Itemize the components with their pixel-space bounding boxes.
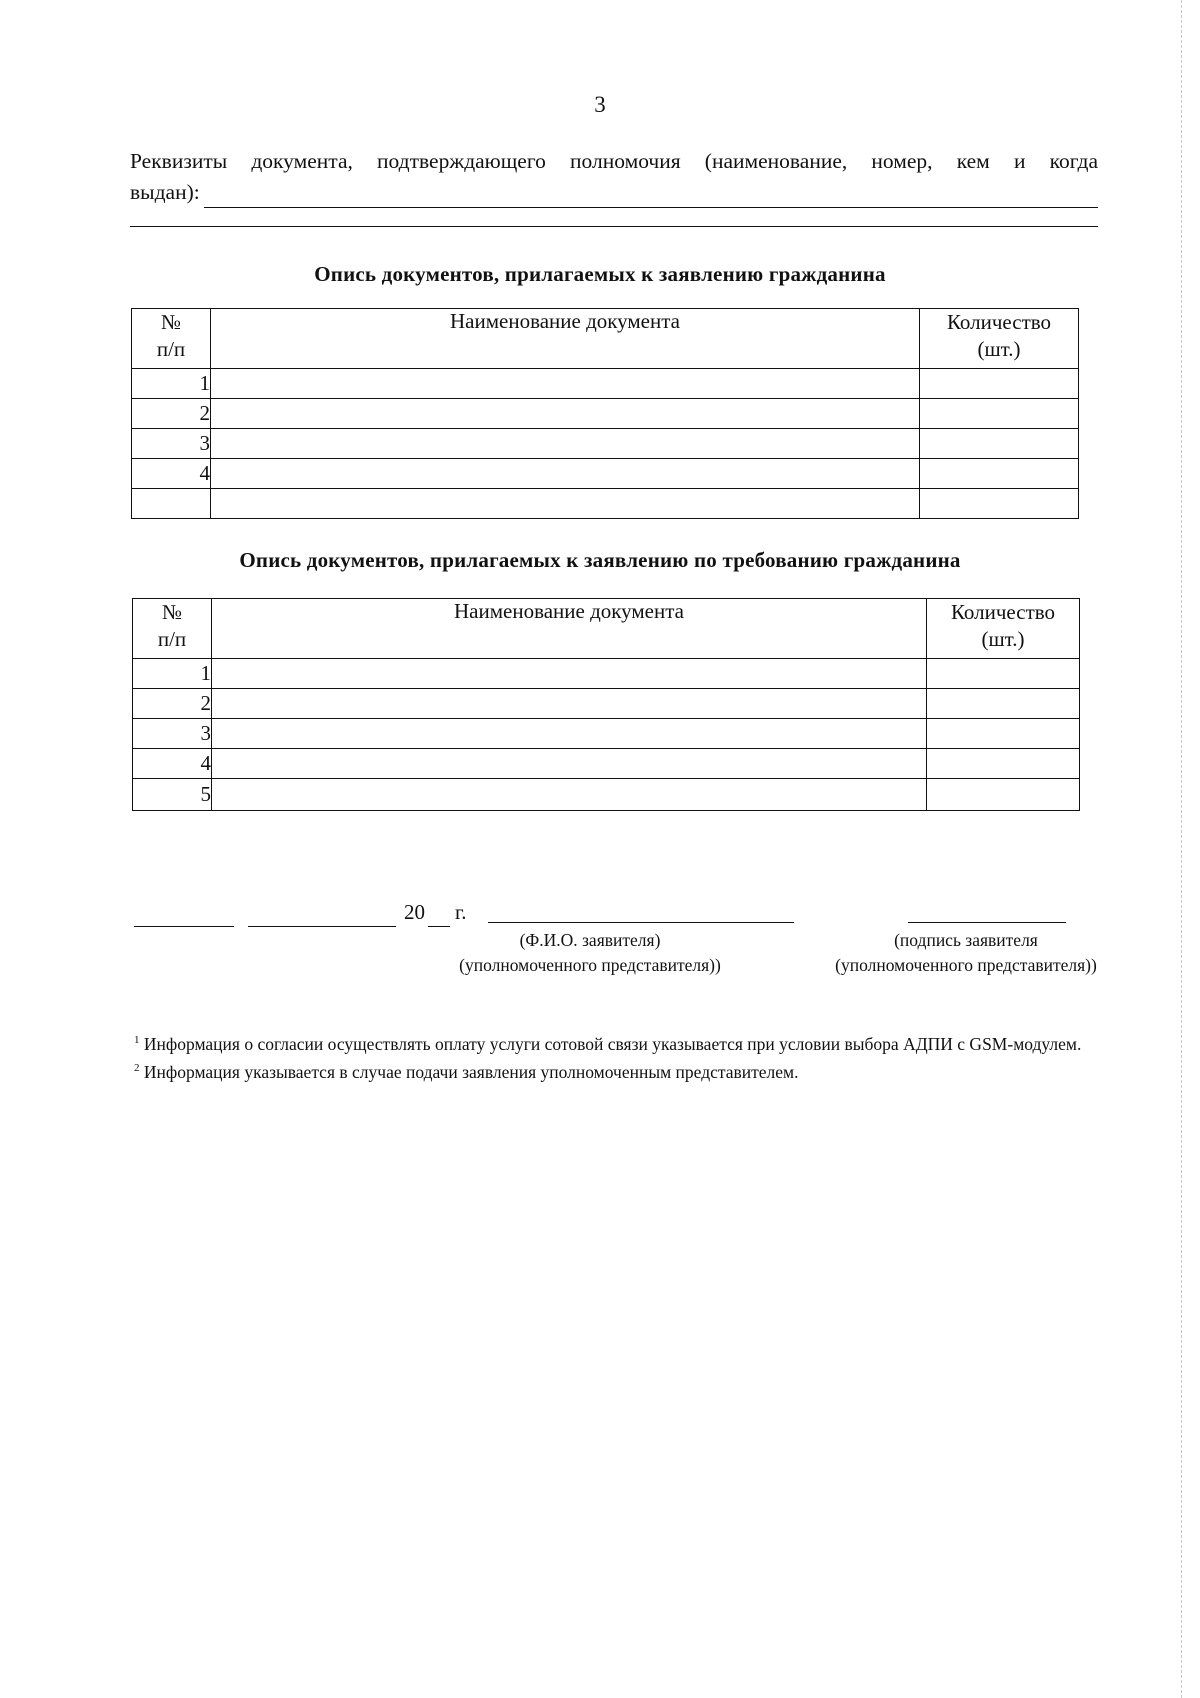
table-header-row	[132, 309, 1079, 369]
quantity-cell[interactable]	[920, 459, 1079, 489]
document-name-cell[interactable]	[211, 429, 920, 459]
document-name-cell[interactable]	[211, 399, 920, 429]
requisites-field	[130, 146, 1098, 208]
row-number	[132, 489, 211, 519]
requisites-fill-line-2[interactable]	[130, 226, 1098, 227]
row-number: 3	[132, 429, 211, 459]
document-name-cell[interactable]	[211, 369, 920, 399]
header-quantity-line2: (шт.)	[977, 336, 1021, 361]
header-document-name: Наименование документа	[211, 309, 920, 369]
page-number: 3	[594, 92, 606, 117]
document-name-cell[interactable]	[211, 489, 920, 519]
applicant-signature-line[interactable]	[908, 922, 1066, 923]
year-prefix: 20	[404, 900, 425, 924]
table-row	[133, 719, 1080, 749]
section1-title: Опись документов, прилагаемых к заявлению гражданина	[314, 262, 886, 286]
table-row	[132, 429, 1079, 459]
table-row	[132, 399, 1079, 429]
signature-block	[0, 896, 1200, 996]
footnote-1	[134, 1030, 1100, 1058]
document-name-cell[interactable]	[212, 779, 927, 811]
footnotes	[134, 1030, 1100, 1087]
signature-caption-line1: (подпись заявителя	[894, 930, 1038, 950]
fio-caption-line1: (Ф.И.О. заявителя)	[519, 930, 661, 950]
table-row	[133, 749, 1080, 779]
quantity-cell[interactable]	[920, 369, 1079, 399]
document-name-cell[interactable]	[212, 659, 927, 689]
footnote-2	[134, 1058, 1100, 1086]
header-quantity-line2: (шт.)	[981, 626, 1025, 651]
signature-caption	[796, 928, 1136, 979]
quantity-cell[interactable]	[927, 689, 1080, 719]
row-number: 1	[133, 659, 212, 689]
row-number: 1	[132, 369, 211, 399]
header-quantity-line1: Количество	[946, 310, 1052, 334]
requisites-label: Реквизиты документа, подтверждающего полномочия (наименование, номер, кем и когда	[130, 149, 1098, 173]
table-row	[133, 779, 1080, 811]
quantity-cell[interactable]	[927, 719, 1080, 749]
quantity-cell[interactable]	[920, 429, 1079, 459]
row-number: 4	[132, 459, 211, 489]
table-row	[132, 489, 1079, 519]
footnote-2-text: Информация указывается в случае подачи заявления уполномоченным представителем.	[139, 1062, 799, 1083]
footnote-2-mark: 2	[134, 1062, 140, 1075]
quantity-cell[interactable]	[920, 399, 1079, 429]
date-year-line[interactable]	[428, 926, 450, 927]
applicant-name-line[interactable]	[488, 922, 794, 923]
row-number: 2	[132, 399, 211, 429]
requisites-line2	[130, 177, 1098, 208]
quantity-cell[interactable]	[920, 489, 1079, 519]
fio-caption-line2: (уполномоченного представителя))	[459, 955, 721, 976]
header-number-line1: №	[160, 310, 182, 334]
table-row	[132, 369, 1079, 399]
footnote-1-text: Информация о согласии осуществлять оплату услуги сотовой связи указывается при условии выбора АДПИ с GSM-модулем.	[139, 1034, 1082, 1054]
row-number: 2	[133, 689, 212, 719]
footnote-1-mark: 1	[134, 1034, 140, 1047]
header-document-name: Наименование документа	[212, 599, 927, 659]
requisites-fill-line[interactable]	[204, 183, 1098, 208]
date-day-line[interactable]	[134, 926, 234, 927]
header-number-line2: п/п	[157, 626, 187, 651]
section2-title: Опись документов, прилагаемых к заявлению по требованию гражданина	[239, 548, 961, 572]
row-number: 4	[133, 749, 212, 779]
header-number-line1: №	[161, 600, 183, 624]
row-number: 5	[133, 779, 212, 811]
header-number	[132, 309, 211, 369]
section1-table	[131, 308, 1079, 519]
quantity-cell[interactable]	[927, 779, 1080, 811]
signature-caption-line2: (уполномоченного представителя))	[835, 955, 1097, 976]
table-row	[132, 459, 1079, 489]
row-number: 3	[133, 719, 212, 749]
section2-table	[132, 598, 1080, 811]
document-name-cell[interactable]	[212, 719, 927, 749]
header-number-line2: п/п	[156, 336, 186, 361]
scan-edge-artifact	[1181, 0, 1182, 1698]
table-row	[133, 659, 1080, 689]
header-quantity	[927, 599, 1080, 659]
year-suffix: г.	[455, 900, 467, 924]
document-name-cell[interactable]	[211, 459, 920, 489]
header-quantity-line1: Количество	[950, 600, 1056, 624]
date-month-line[interactable]	[248, 926, 396, 927]
table-header-row	[133, 599, 1080, 659]
header-quantity	[920, 309, 1079, 369]
document-name-cell[interactable]	[212, 689, 927, 719]
quantity-cell[interactable]	[927, 749, 1080, 779]
quantity-cell[interactable]	[927, 659, 1080, 689]
requisites-label-prefix: выдан):	[130, 180, 200, 205]
document-name-cell[interactable]	[212, 749, 927, 779]
table-row	[133, 689, 1080, 719]
fio-caption	[420, 928, 760, 979]
header-number	[133, 599, 212, 659]
